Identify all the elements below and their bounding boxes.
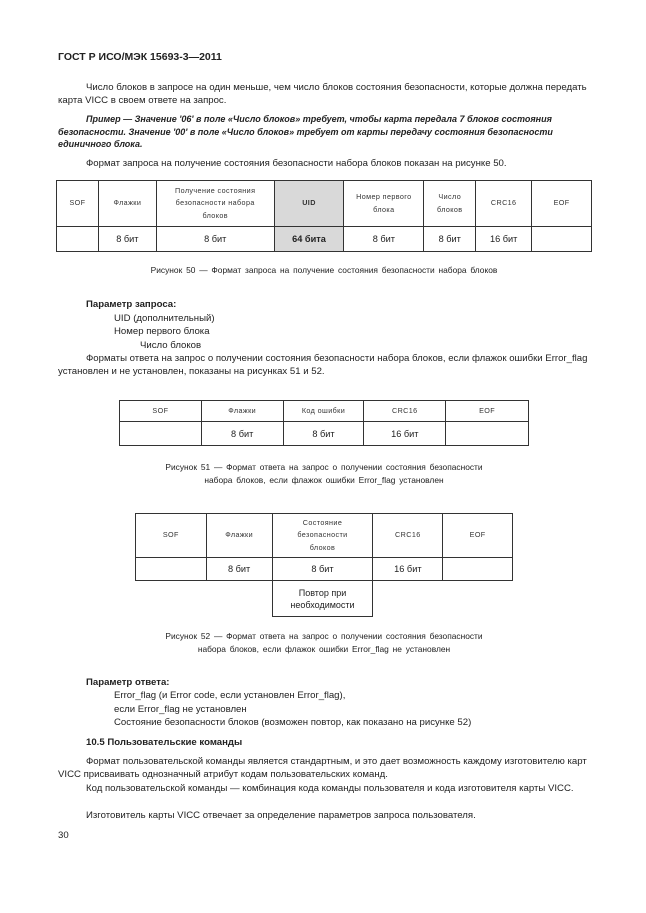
- repeat-note-cell: Повтор при необходимости: [272, 581, 373, 617]
- request-param-item: UID (дополнительный): [114, 313, 215, 324]
- document-header: ГОСТ Р ИСО/МЭК 15693-3—2011: [58, 51, 222, 63]
- value-cell: [120, 422, 202, 446]
- table-row: [136, 558, 513, 581]
- figure-52-table: [135, 513, 513, 617]
- table-row: [120, 422, 529, 446]
- paragraph-block-count: Число блоков в запросе на один меньше, чем число блоков состояния безопасности, которые должна передать карта VICC в своем ответе на запрос.: [58, 82, 587, 107]
- header-cell: Номер первого блока: [344, 181, 424, 227]
- paragraph-response-formats: Форматы ответа на запрос о получении состояния безопасности набора блоков, если флажок ошибки Error_flag установлен и не установлен, показаны на рисунках 51 и 52.: [58, 353, 588, 378]
- table-header-row: [57, 181, 592, 227]
- value-cell: 16 бит: [373, 558, 443, 581]
- value-cell: [446, 422, 529, 446]
- header-cell: SOF: [136, 514, 207, 558]
- header-cell: CRC16: [373, 514, 443, 558]
- value-cell: [443, 558, 513, 581]
- value-cell: 8 бит: [283, 422, 364, 446]
- value-cell: 8 бит: [424, 227, 476, 252]
- paragraph-custom-commands: Формат пользовательской команды является стандартным, и это дает возможность каждому изготовителю карт VICC присваивать однозначный атрибут кодам пользовательских команд.: [58, 756, 587, 781]
- response-param-item: если Error_flag не установлен: [114, 704, 247, 715]
- figure-50-caption: Рисунок 50 — Формат запроса на получение состояния безопасности набора блоков: [150, 265, 498, 275]
- paragraph-manufacturer: Изготовитель карты VICC отвечает за определение параметров запроса пользователя.: [86, 810, 476, 821]
- header-cell: Флажки: [98, 181, 156, 227]
- header-cell: CRC16: [364, 401, 446, 422]
- figure-51-caption-line2: набора блоков, если флажок ошибки Error_flag установлен: [204, 475, 444, 485]
- response-params-title: Параметр ответа:: [86, 677, 170, 688]
- value-cell: 16 бит: [364, 422, 446, 446]
- value-cell: [57, 227, 99, 252]
- header-cell: Получение состояния безопасности набора блоков: [156, 181, 274, 227]
- figure-52-caption-line2: набора блоков, если флажок ошибки Error_flag не установлен: [197, 644, 451, 654]
- page-number: 30: [58, 830, 69, 841]
- table-row: [57, 227, 592, 252]
- header-cell: EOF: [446, 401, 529, 422]
- figure-51-table: [119, 400, 529, 446]
- request-param-item: Номер первого блока: [114, 326, 210, 337]
- header-cell: Код ошибки: [283, 401, 364, 422]
- value-cell: 16 бит: [476, 227, 532, 252]
- table-row-repeat: [136, 581, 513, 617]
- header-cell: Флажки: [206, 514, 272, 558]
- header-cell: SOF: [120, 401, 202, 422]
- header-cell: EOF: [443, 514, 513, 558]
- header-cell: Флажки: [201, 401, 283, 422]
- value-cell-uid: 64 бита: [274, 227, 344, 252]
- request-param-item: Число блоков: [140, 340, 202, 351]
- header-cell: Число блоков: [424, 181, 476, 227]
- value-cell: 8 бит: [201, 422, 283, 446]
- section-title: 10.5 Пользовательские команды: [86, 737, 243, 748]
- value-cell: 8 бит: [156, 227, 274, 252]
- value-cell: 8 бит: [206, 558, 272, 581]
- value-cell: [136, 558, 207, 581]
- value-cell: [532, 227, 592, 252]
- figure-50-table: [56, 180, 592, 252]
- table-header-row: [120, 401, 529, 422]
- example-note: Пример — Значение '06' в поле «Число блоков» требует, чтобы карта передала 7 блоков состояния безопасности. Значение '00' в поле «Число блоков» требует от карты передачу состояния безопасности единичного блока.: [58, 114, 553, 150]
- paragraph-custom-code: Код пользовательской команды — комбинация кода команды пользователя и кода изготовителя карты VICC.: [86, 783, 574, 794]
- header-cell: SOF: [57, 181, 99, 227]
- request-params-title: Параметр запроса:: [86, 299, 177, 310]
- header-cell: CRC16: [476, 181, 532, 227]
- table-header-row: [136, 514, 513, 558]
- figure-51-caption-line1: Рисунок 51 — Формат ответа на запрос о получении состояния безопасности: [165, 462, 483, 472]
- value-cell: 8 бит: [98, 227, 156, 252]
- header-cell: Состояние безопасности блоков: [272, 514, 373, 558]
- response-param-item: Error_flag (и Error code, если установлен Error_flag),: [114, 690, 346, 701]
- value-cell: 8 бит: [344, 227, 424, 252]
- header-cell: EOF: [532, 181, 592, 227]
- figure-52-caption-line1: Рисунок 52 — Формат ответа на запрос о получении состояния безопасности: [165, 631, 483, 641]
- paragraph-request-format: Формат запроса на получение состояния безопасности набора блоков показан на рисунке 50.: [86, 158, 507, 169]
- header-cell-uid: UID: [274, 181, 344, 227]
- value-cell: 8 бит: [272, 558, 373, 581]
- response-param-item: Состояние безопасности блоков (возможен повтор, как показано на рисунке 52): [114, 717, 472, 728]
